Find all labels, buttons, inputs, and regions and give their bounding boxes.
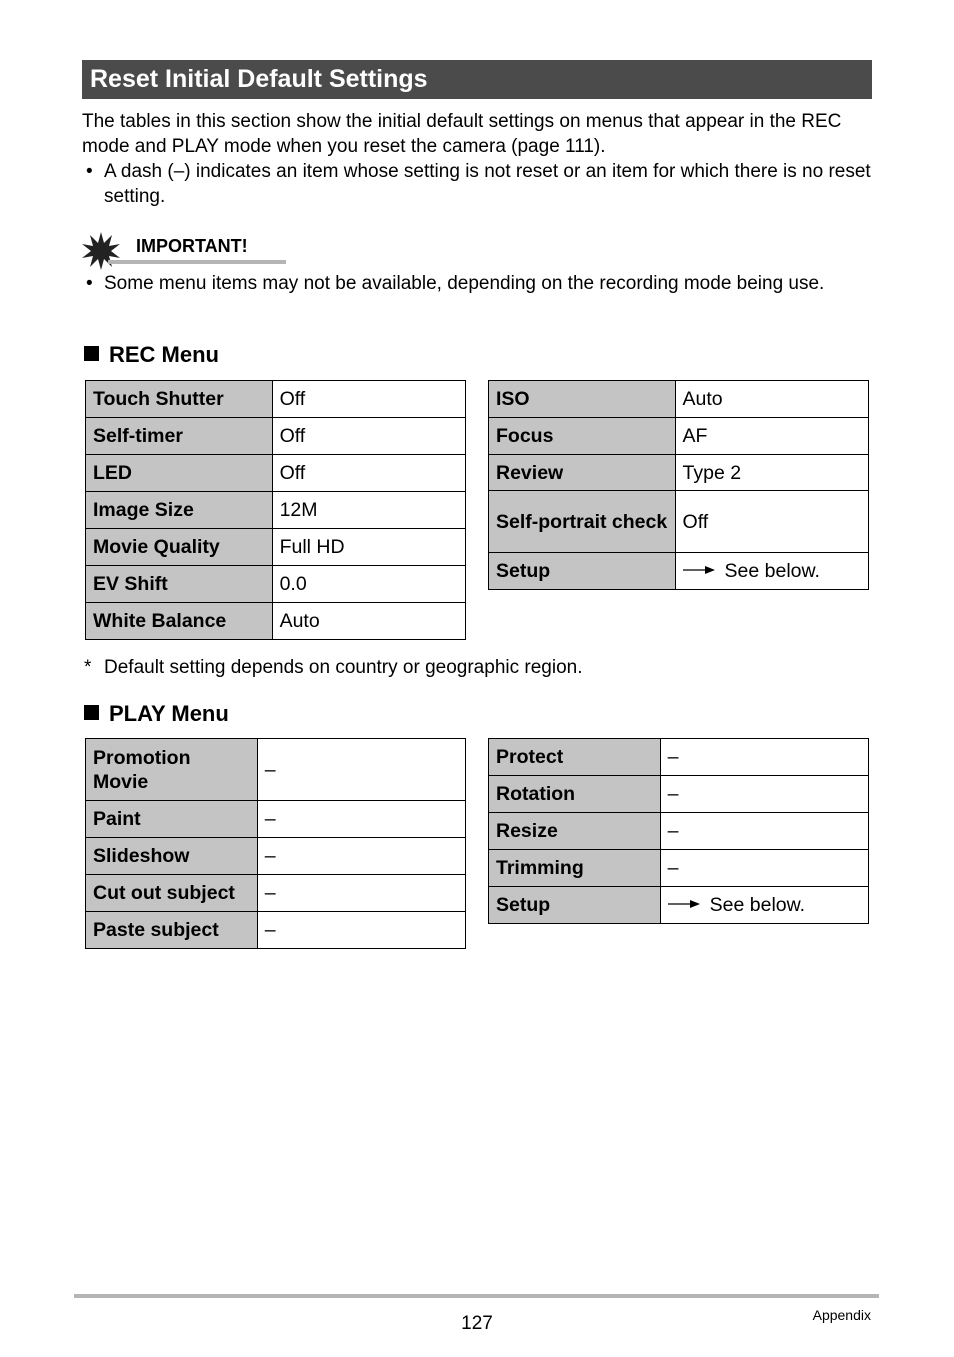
play-menu-heading bbox=[84, 701, 229, 727]
setting-value: – bbox=[257, 838, 465, 875]
setting-name: Trimming bbox=[489, 850, 661, 887]
table-row bbox=[489, 553, 869, 590]
footnote-text: Default setting depends on country or geographic region. bbox=[104, 657, 583, 678]
table-row bbox=[86, 838, 466, 875]
setting-value: 0.0 bbox=[272, 566, 465, 603]
setting-name: Focus bbox=[489, 418, 676, 455]
table-row bbox=[86, 492, 466, 529]
table-row bbox=[86, 566, 466, 603]
table-row bbox=[489, 813, 869, 850]
footer-section-label: Appendix bbox=[812, 1307, 871, 1323]
intro-paragraph: The tables in this section show the initial default settings on menus that appear in the REC mode and PLAY mode when you reset the camera (page 111). bbox=[82, 111, 842, 157]
burst-icon bbox=[82, 232, 120, 270]
setting-name: Movie Quality bbox=[86, 529, 273, 566]
footnote bbox=[82, 655, 582, 680]
setting-value: – bbox=[257, 875, 465, 912]
table-row bbox=[489, 455, 869, 491]
setting-name: Rotation bbox=[489, 776, 661, 813]
setting-value: AF bbox=[675, 418, 868, 455]
setting-name: LED bbox=[86, 455, 273, 492]
table-row bbox=[86, 529, 466, 566]
setting-name: Self-timer bbox=[86, 418, 273, 455]
bullet-mark: • bbox=[86, 161, 93, 182]
table-row bbox=[489, 491, 869, 553]
table-row bbox=[489, 739, 869, 776]
setting-name: Protect bbox=[489, 739, 661, 776]
table-row bbox=[86, 418, 466, 455]
setting-value: Type 2 bbox=[675, 455, 868, 491]
setting-name: White Balance bbox=[86, 603, 273, 640]
setting-name: EV Shift bbox=[86, 566, 273, 603]
table-row bbox=[489, 418, 869, 455]
table-row bbox=[489, 381, 869, 418]
table-row bbox=[489, 776, 869, 813]
dash-note-text: A dash (–) indicates an item whose setting is not reset or an item for which there is no reset setting. bbox=[104, 161, 871, 207]
table-row bbox=[489, 850, 869, 887]
setting-value: 12M bbox=[272, 492, 465, 529]
setting-value: Off bbox=[272, 455, 465, 492]
setting-value bbox=[660, 887, 868, 924]
rec-menu-table-left bbox=[85, 380, 466, 640]
setting-value: – bbox=[660, 813, 868, 850]
setting-name: Paste subject bbox=[86, 912, 258, 949]
square-bullet-icon bbox=[84, 346, 99, 361]
setting-value: Auto bbox=[675, 381, 868, 418]
setting-name: Promotion Movie bbox=[86, 739, 258, 801]
setting-value: Off bbox=[272, 381, 465, 418]
setting-value: – bbox=[660, 776, 868, 813]
setting-value: Auto bbox=[272, 603, 465, 640]
play-menu-heading-text: PLAY Menu bbox=[109, 701, 229, 726]
right-arrow-icon bbox=[683, 565, 715, 575]
setting-value: – bbox=[257, 801, 465, 838]
right-arrow-icon bbox=[668, 899, 700, 909]
rec-menu-table-right bbox=[488, 380, 869, 590]
footer-rule bbox=[74, 1294, 879, 1298]
setting-value: – bbox=[257, 912, 465, 949]
table-row bbox=[86, 739, 466, 801]
table-row bbox=[86, 381, 466, 418]
bullet-mark: • bbox=[86, 273, 93, 294]
setting-name: Review bbox=[489, 455, 676, 491]
important-note bbox=[82, 271, 872, 296]
important-underline bbox=[108, 260, 286, 264]
square-bullet-icon bbox=[84, 705, 99, 720]
setting-name: ISO bbox=[489, 381, 676, 418]
dash-note bbox=[82, 159, 872, 209]
setting-name: Self-portrait check bbox=[489, 491, 676, 553]
table-row bbox=[86, 801, 466, 838]
table-row bbox=[86, 875, 466, 912]
setting-name: Image Size bbox=[86, 492, 273, 529]
table-row bbox=[489, 887, 869, 924]
setting-name: Setup bbox=[489, 553, 676, 590]
table-row bbox=[86, 603, 466, 640]
setting-value-text: See below. bbox=[709, 894, 806, 916]
table-row bbox=[86, 455, 466, 492]
setting-name: Touch Shutter bbox=[86, 381, 273, 418]
important-label: IMPORTANT! bbox=[136, 236, 248, 256]
page-number: 127 bbox=[461, 1313, 493, 1334]
page-title: Reset Initial Default Settings bbox=[82, 60, 872, 99]
important-callout bbox=[82, 232, 286, 266]
setting-name: Cut out subject bbox=[86, 875, 258, 912]
setting-value: Full HD bbox=[272, 529, 465, 566]
setting-value bbox=[675, 553, 868, 590]
setting-value: Off bbox=[272, 418, 465, 455]
play-menu-table-left bbox=[85, 738, 466, 949]
setting-name: Paint bbox=[86, 801, 258, 838]
setting-value: – bbox=[660, 739, 868, 776]
rec-menu-heading bbox=[84, 342, 219, 368]
setting-value-text: See below. bbox=[724, 560, 820, 582]
setting-name: Slideshow bbox=[86, 838, 258, 875]
footnote-mark: * bbox=[84, 657, 92, 678]
setting-name: Resize bbox=[489, 813, 661, 850]
setting-value: – bbox=[257, 739, 465, 801]
table-row bbox=[86, 912, 466, 949]
setting-value: – bbox=[660, 850, 868, 887]
important-note-text: Some menu items may not be available, depending on the recording mode being use. bbox=[104, 273, 825, 294]
play-menu-table-right bbox=[488, 738, 869, 924]
setting-name: Setup bbox=[489, 887, 661, 924]
rec-menu-heading-text: REC Menu bbox=[109, 342, 219, 367]
setting-value: Off bbox=[675, 491, 868, 553]
